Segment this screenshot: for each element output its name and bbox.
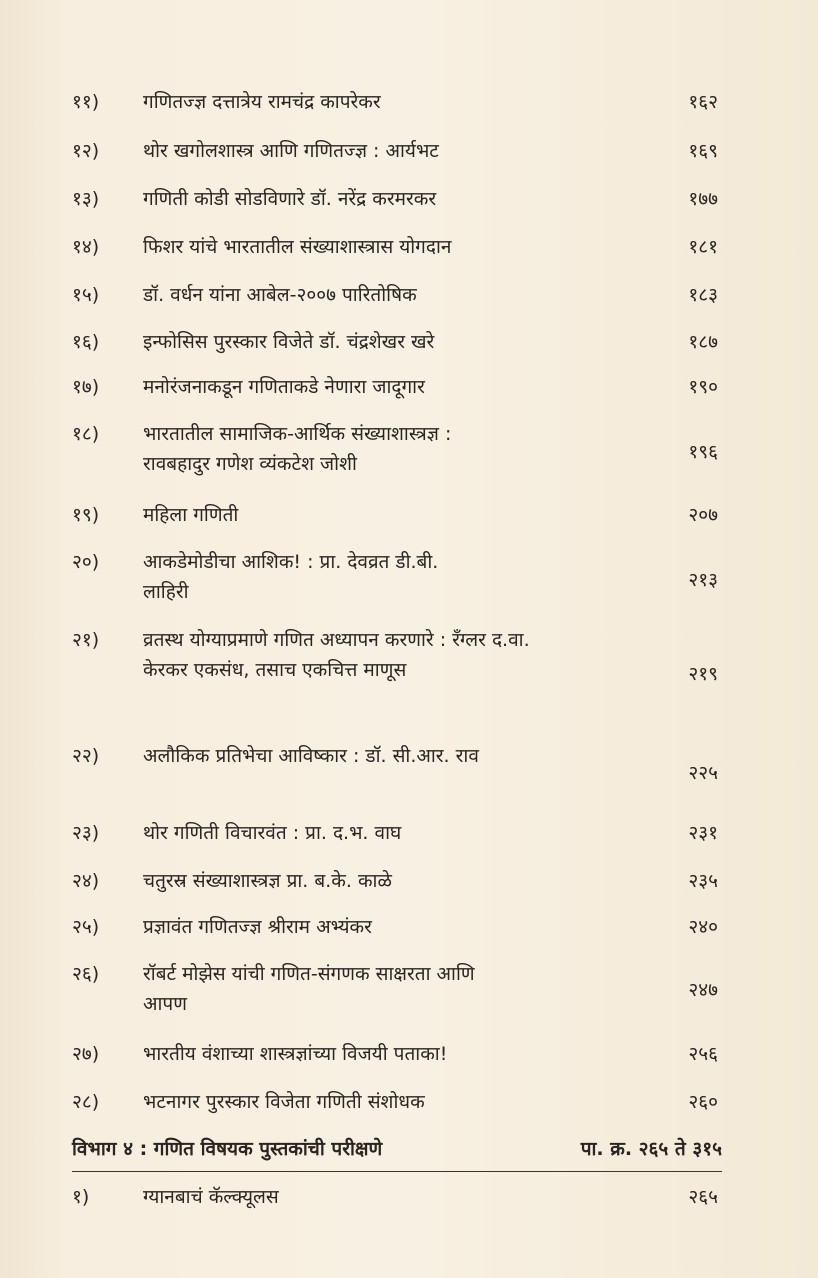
entry-title: अलौकिक प्रतिभेचा आविष्कार : डॉ. सी.आर. राव [143,745,479,767]
entry-title: रॉबर्ट मोझेस यांची गणित-संगणक साक्षरता आणि आपण [143,963,475,1015]
section-divider [72,1171,722,1172]
entry-title: थोर खगोलशास्त्र आणि गणितज्ज्ञ : आर्यभट [143,140,439,162]
entry-page: २१९ [688,663,718,685]
entry-title: भारतातील सामाजिक-आर्थिक संख्याशास्त्रज्ञ : रावबहादुर गणेश व्यंकटेश जोशी [143,423,452,475]
entry-number: २३) [72,822,100,844]
entry-number: २५) [72,916,100,938]
entry-number: १९) [72,504,100,526]
entry-page: २५६ [688,1043,718,1065]
entry-number: २१) [72,629,100,651]
section-label: विभाग ४ : गणित विषयक पुस्तकांची परीक्षणे [72,1138,383,1160]
entry-title: व्रतस्थ योग्याप्रमाणे गणित अध्यापन करणारे : रँग्लर द.वा. केरकर एकसंध, तसाच एकचित्त माणूस [143,629,530,681]
entry-page: १७७ [688,188,718,210]
entry-page: १८३ [688,284,718,306]
entry-number: १५) [72,284,100,306]
entry-title: भटनागर पुरस्कार विजेता गणिती संशोधक [143,1091,425,1113]
entry-number: २७) [72,1043,100,1065]
entry-page: १९६ [688,441,718,463]
entry-title: चतुरस्र संख्याशास्त्रज्ञ प्रा. ब.के. काळे [143,870,392,892]
entry-page: २६० [688,1091,718,1113]
entry-number: २२) [72,745,100,767]
entry-title: गणितज्ज्ञ दत्तात्रेय रामचंद्र कापरेकर [143,91,381,113]
entry-page: २२५ [688,762,718,784]
entry-title: ग्यानबाचं कॅल्क्यूलस [143,1186,279,1208]
entry-title: मनोरंजनाकडून गणिताकडे नेणारा जादूगार [143,376,425,398]
entry-number: १४) [72,236,100,258]
entry-page: २१३ [688,569,718,591]
entry-number: १७) [72,376,100,398]
entry-number: २०) [72,551,100,573]
entry-page: २३१ [688,822,718,844]
entry-number: २८) [72,1091,100,1113]
entry-page: १९० [688,376,718,398]
entry-title: आकडेमोडीचा आशिक! : प्रा. देवव्रत डी.बी. लाहिरी [143,551,439,603]
entry-number: १) [72,1186,90,1208]
entry-title: डॉ. वर्धन यांना आबेल-२००७ पारितोषिक [143,284,417,306]
entry-page: १८१ [688,236,718,258]
entry-page: १६९ [688,140,718,162]
entry-title: फिशर यांचे भारतातील संख्याशास्त्रास योगदान [143,236,452,258]
entry-title: प्रज्ञावंत गणितज्ज्ञ श्रीराम अभ्यंकर [143,916,372,938]
entry-number: १३) [72,188,100,210]
entry-number: १२) [72,140,100,162]
entry-page: १६२ [688,91,718,113]
entry-number: २४) [72,870,100,892]
section-page-range: पा. क्र. २६५ ते ३१५ [580,1138,722,1160]
entry-number: १६) [72,331,100,353]
entry-page: २०७ [688,504,718,526]
entry-page: २३५ [688,870,718,892]
entry-number: २६) [72,963,100,985]
entry-title: भारतीय वंशाच्या शास्त्रज्ञांच्या विजयी पताका! [143,1043,448,1065]
entry-title: महिला गणिती [143,504,239,526]
entry-number: १८) [72,423,100,445]
entry-page: २४७ [688,979,718,1001]
entry-title: इन्फोसिस पुरस्कार विजेते डॉ. चंद्रशेखर खरे [143,331,435,353]
entry-title: गणिती कोडी सोडविणारे डॉ. नरेंद्र करमरकर [143,188,437,210]
entry-page: २६५ [688,1186,718,1208]
entry-number: ११) [72,91,100,113]
entry-page: २४० [688,916,718,938]
entry-page: १८७ [688,331,718,353]
entry-title: थोर गणिती विचारवंत : प्रा. द.भ. वाघ [143,822,402,844]
